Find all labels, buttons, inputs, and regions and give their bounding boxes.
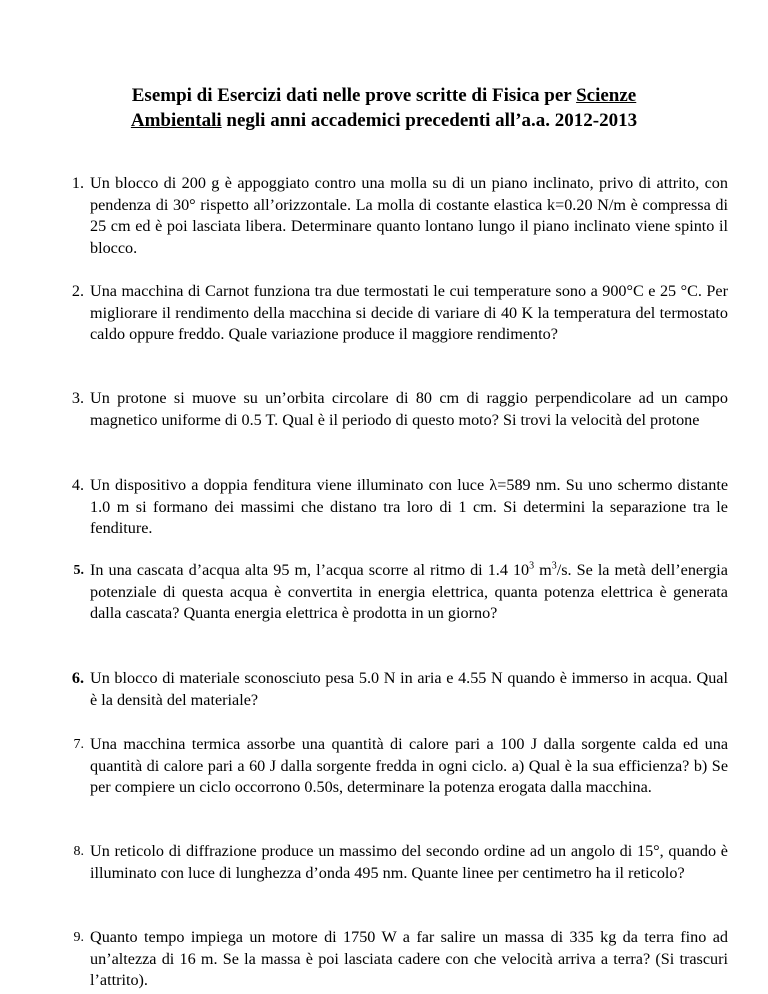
title-part-1: Esempi di Esercizi dati nelle prove scritte di Fisica per [131, 85, 577, 106]
exercise-text [90, 561, 728, 622]
exercise-item-1 [38, 173, 728, 259]
exercise-text: Un blocco di materiale sconosciuto pesa 5.0 N in aria e 4.55 N quando è immerso in acqua. Qual è la densità del materiale? [90, 669, 728, 709]
exponent: 3 [551, 560, 557, 572]
exercise-text: Un dispositivo a doppia fenditura viene illuminato con luce λ=589 nm. Su uno schermo distante 1.0 m si formano dei massimi che distano tra loro di 1 cm. Si determini la separazione tra le fenditure. [90, 476, 728, 537]
exercise-item-8 [38, 841, 728, 884]
exercise-text-part: In una cascata d’acqua alta 95 m, l’acqua scorre al ritmo di 1.4 10 [90, 561, 530, 579]
exercise-number: 7. [73, 737, 84, 752]
exercise-item-3 [38, 388, 728, 431]
exercise-number: 9. [73, 930, 84, 945]
exercise-number: 8. [73, 844, 84, 859]
exercise-item-9 [38, 927, 728, 992]
document-title [100, 83, 668, 133]
exercise-text: Quanto tempo impiega un motore di 1750 W a far salire un massa di 335 kg da terra fino ad un’altezza di 16 m. Se la massa è poi lasciata cadere con che velocità arriva a terra? (Si trascuri l’attrito). [90, 928, 728, 989]
exercise-item-2 [38, 281, 728, 346]
exercise-number: 3. [71, 389, 84, 407]
exercise-item-4 [38, 475, 728, 540]
exercise-item-5 [38, 560, 728, 625]
title-underlined-course: Scienze Ambientali [130, 85, 637, 131]
exercise-number: 6. [71, 669, 84, 687]
title-part-2: negli anni accademici precedenti all’a.a. 2012-2013 [221, 110, 638, 131]
exercise-item-7 [38, 734, 728, 799]
exercise-text: Un protone si muove su un’orbita circolare di 80 cm di raggio perpendicolare ad un campo magnetico uniforme di 0.5 T. Qual è il periodo di questo moto? Si trovi la velocità del protone [90, 389, 728, 429]
exercise-text: Una macchina di Carnot funziona tra due termostati le cui temperature sono a 900°C e 25 °C. Per migliorare il rendimento della macchina si decide di variare di 40 K la temperatura del termostato caldo oppure freddo. Quale variazione produce il maggiore rendimento? [90, 282, 728, 343]
exercise-text-part: /s. Se la metà dell’energia potenziale di questa acqua è convertita in energia elettrica, quanta potenza elettrica è generata dalla cascata? Quanta energia elettrica è prodotta in un giorno? [90, 561, 728, 622]
exercise-number: 4. [71, 476, 84, 494]
exercise-number: 2. [71, 282, 84, 300]
exercise-text: Un blocco di 200 g è appoggiato contro una molla su di un piano inclinato, privo di attrito, con pendenza di 30° rispetto all’orizzontale. La molla di costante elastica k=0.20 N/m è compressa di 25 cm ed è poi lasciata libera. Determinare quanto lontano lungo il piano inclinato viene spinto il blocco. [90, 174, 728, 257]
exercise-number: 5. [73, 563, 84, 578]
exponent: 3 [529, 560, 535, 572]
exercise-number: 1. [71, 174, 84, 192]
exercise-item-6 [38, 668, 728, 711]
exercise-text: Una macchina termica assorbe una quantità di calore pari a 100 J dalla sorgente calda ed una quantità di calore pari a 60 J dalla sorgente fredda in ogni ciclo. a) Qual è la sua efficienza? b) Se per compiere un ciclo occorrono 0.50s, determinare la potenza erogata dalla macchina. [90, 735, 728, 796]
exercise-text: Un reticolo di diffrazione produce un massimo del secondo ordine ad un angolo di 15°, quando è illuminato con luce di lunghezza d’onda 495 nm. Quante linee per centimetro ha il reticolo? [90, 842, 728, 882]
exercise-text-part: m [534, 561, 552, 579]
